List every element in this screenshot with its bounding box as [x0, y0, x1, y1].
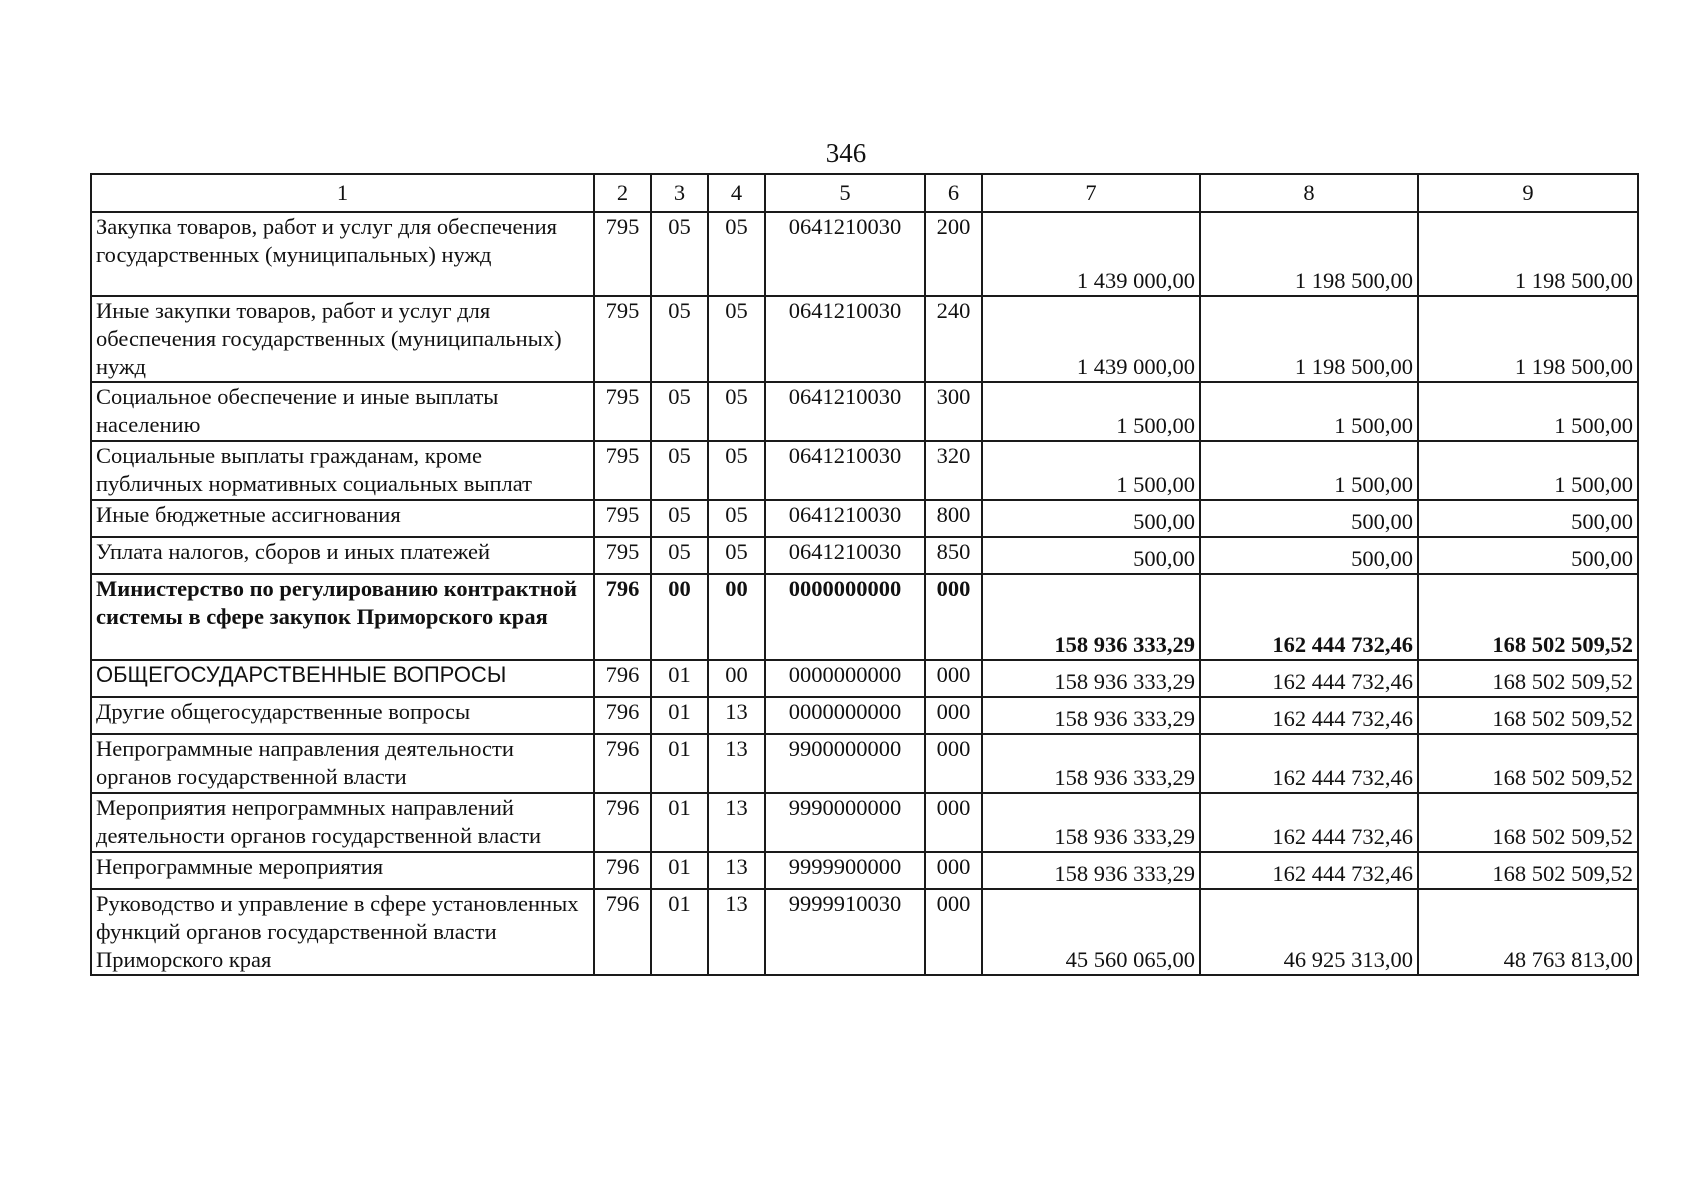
row-code-5: 0641210030 — [765, 500, 925, 537]
row-value-9: 1 500,00 — [1418, 382, 1638, 441]
row-code-6: 800 — [925, 500, 982, 537]
row-code-2: 796 — [594, 574, 651, 660]
row-value-8: 162 444 732,46 — [1200, 734, 1418, 793]
row-value-8: 500,00 — [1200, 537, 1418, 574]
header-col-2: 2 — [594, 174, 651, 212]
row-value-8: 1 500,00 — [1200, 382, 1418, 441]
table-row — [91, 296, 1638, 382]
row-code-3: 05 — [651, 537, 708, 574]
row-code-4: 05 — [708, 382, 765, 441]
row-name: Социальные выплаты гражданам, кроме публичных нормативных социальных выплат — [91, 441, 594, 500]
row-value-8: 1 500,00 — [1200, 441, 1418, 500]
row-code-6: 200 — [925, 212, 982, 296]
row-code-2: 796 — [594, 889, 651, 975]
row-name: Руководство и управление в сфере установленных функций органов государственной власти Приморского края — [91, 889, 594, 975]
table-row — [91, 793, 1638, 852]
row-code-5: 9999900000 — [765, 852, 925, 889]
row-code-6: 000 — [925, 574, 982, 660]
row-value-9: 500,00 — [1418, 500, 1638, 537]
header-col-6: 6 — [925, 174, 982, 212]
row-name: Мероприятия непрограммных направлений деятельности органов государственной власти — [91, 793, 594, 852]
row-code-3: 05 — [651, 441, 708, 500]
row-value-9: 168 502 509,52 — [1418, 793, 1638, 852]
row-code-4: 00 — [708, 574, 765, 660]
row-code-3: 00 — [651, 574, 708, 660]
row-code-3: 01 — [651, 734, 708, 793]
row-value-8: 162 444 732,46 — [1200, 852, 1418, 889]
row-name: Закупка товаров, работ и услуг для обеспечения государственных (муниципальных) нужд — [91, 212, 594, 296]
row-code-3: 05 — [651, 382, 708, 441]
header-col-4: 4 — [708, 174, 765, 212]
row-value-8: 162 444 732,46 — [1200, 697, 1418, 734]
row-value-9: 500,00 — [1418, 537, 1638, 574]
row-value-8: 162 444 732,46 — [1200, 574, 1418, 660]
row-code-5: 0000000000 — [765, 697, 925, 734]
table-row — [91, 697, 1638, 734]
row-value-8: 162 444 732,46 — [1200, 660, 1418, 697]
row-code-4: 05 — [708, 296, 765, 382]
row-value-9: 168 502 509,52 — [1418, 574, 1638, 660]
row-value-7: 158 936 333,29 — [982, 660, 1200, 697]
row-value-9: 1 198 500,00 — [1418, 212, 1638, 296]
row-code-6: 000 — [925, 793, 982, 852]
row-value-7: 1 439 000,00 — [982, 212, 1200, 296]
row-value-7: 1 500,00 — [982, 382, 1200, 441]
row-code-4: 05 — [708, 212, 765, 296]
row-code-4: 13 — [708, 697, 765, 734]
row-name: Министерство по регулированию контрактной системы в сфере закупок Приморского края — [91, 574, 594, 660]
table-row — [91, 441, 1638, 500]
row-code-3: 01 — [651, 852, 708, 889]
table-row — [91, 889, 1638, 975]
row-code-5: 0641210030 — [765, 537, 925, 574]
row-code-2: 795 — [594, 382, 651, 441]
table-row — [91, 537, 1638, 574]
row-code-3: 05 — [651, 296, 708, 382]
row-code-2: 796 — [594, 852, 651, 889]
row-code-2: 795 — [594, 212, 651, 296]
row-code-5: 0641210030 — [765, 212, 925, 296]
header-col-5: 5 — [765, 174, 925, 212]
row-value-7: 1 500,00 — [982, 441, 1200, 500]
row-code-2: 796 — [594, 697, 651, 734]
row-code-4: 05 — [708, 500, 765, 537]
row-code-4: 05 — [708, 537, 765, 574]
row-value-7: 45 560 065,00 — [982, 889, 1200, 975]
row-code-3: 01 — [651, 660, 708, 697]
row-value-7: 158 936 333,29 — [982, 793, 1200, 852]
table-row — [91, 734, 1638, 793]
row-name: Непрограммные направления деятельности органов государственной власти — [91, 734, 594, 793]
row-code-4: 13 — [708, 793, 765, 852]
row-value-9: 1 500,00 — [1418, 441, 1638, 500]
table-row-ministry-total — [91, 574, 1638, 660]
row-code-6: 300 — [925, 382, 982, 441]
row-code-4: 13 — [708, 889, 765, 975]
row-value-7: 1 439 000,00 — [982, 296, 1200, 382]
row-code-5: 9999910030 — [765, 889, 925, 975]
row-value-8: 162 444 732,46 — [1200, 793, 1418, 852]
row-code-3: 01 — [651, 697, 708, 734]
row-code-6: 000 — [925, 697, 982, 734]
row-code-5: 0641210030 — [765, 441, 925, 500]
row-code-6: 000 — [925, 660, 982, 697]
row-code-5: 0000000000 — [765, 660, 925, 697]
row-value-7: 158 936 333,29 — [982, 852, 1200, 889]
row-value-9: 168 502 509,52 — [1418, 697, 1638, 734]
row-code-2: 795 — [594, 441, 651, 500]
row-code-4: 05 — [708, 441, 765, 500]
row-name: Социальное обеспечение и иные выплаты населению — [91, 382, 594, 441]
row-code-6: 000 — [925, 734, 982, 793]
row-code-3: 01 — [651, 889, 708, 975]
row-name: Иные закупки товаров, работ и услуг для обеспечения государственных (муниципальных) нужд — [91, 296, 594, 382]
row-code-2: 796 — [594, 734, 651, 793]
row-value-7: 158 936 333,29 — [982, 697, 1200, 734]
table-row — [91, 212, 1638, 296]
row-name: ОБЩЕГОСУДАРСТВЕННЫЕ ВОПРОСЫ — [91, 660, 594, 697]
row-value-8: 500,00 — [1200, 500, 1418, 537]
row-value-8: 1 198 500,00 — [1200, 296, 1418, 382]
row-code-4: 13 — [708, 734, 765, 793]
row-value-8: 1 198 500,00 — [1200, 212, 1418, 296]
row-value-8: 46 925 313,00 — [1200, 889, 1418, 975]
row-value-9: 168 502 509,52 — [1418, 852, 1638, 889]
row-code-5: 0000000000 — [765, 574, 925, 660]
row-code-6: 000 — [925, 852, 982, 889]
row-name: Непрограммные мероприятия — [91, 852, 594, 889]
row-value-7: 500,00 — [982, 500, 1200, 537]
row-code-6: 240 — [925, 296, 982, 382]
row-code-6: 850 — [925, 537, 982, 574]
row-code-2: 796 — [594, 660, 651, 697]
row-name: Другие общегосударственные вопросы — [91, 697, 594, 734]
row-code-3: 05 — [651, 212, 708, 296]
row-code-2: 795 — [594, 296, 651, 382]
row-code-5: 0641210030 — [765, 296, 925, 382]
row-value-7: 500,00 — [982, 537, 1200, 574]
row-code-5: 9990000000 — [765, 793, 925, 852]
budget-table — [90, 173, 1639, 976]
row-code-4: 00 — [708, 660, 765, 697]
row-code-2: 796 — [594, 793, 651, 852]
row-name: Иные бюджетные ассигнования — [91, 500, 594, 537]
table-row — [91, 382, 1638, 441]
row-value-9: 168 502 509,52 — [1418, 660, 1638, 697]
table-row — [91, 852, 1638, 889]
row-code-6: 320 — [925, 441, 982, 500]
row-value-7: 158 936 333,29 — [982, 734, 1200, 793]
header-col-7: 7 — [982, 174, 1200, 212]
row-value-9: 48 763 813,00 — [1418, 889, 1638, 975]
row-code-4: 13 — [708, 852, 765, 889]
row-code-2: 795 — [594, 500, 651, 537]
page-number: 346 — [825, 138, 867, 168]
row-code-3: 05 — [651, 500, 708, 537]
table-row — [91, 500, 1638, 537]
header-row — [91, 174, 1638, 212]
header-col-9: 9 — [1418, 174, 1638, 212]
row-code-5: 0641210030 — [765, 382, 925, 441]
table-row — [91, 660, 1638, 697]
row-code-2: 795 — [594, 537, 651, 574]
row-value-9: 168 502 509,52 — [1418, 734, 1638, 793]
row-value-7: 158 936 333,29 — [982, 574, 1200, 660]
row-value-9: 1 198 500,00 — [1418, 296, 1638, 382]
row-code-6: 000 — [925, 889, 982, 975]
header-col-1: 1 — [91, 174, 594, 212]
header-col-3: 3 — [651, 174, 708, 212]
row-code-5: 9900000000 — [765, 734, 925, 793]
row-code-3: 01 — [651, 793, 708, 852]
header-col-8: 8 — [1200, 174, 1418, 212]
row-name: Уплата налогов, сборов и иных платежей — [91, 537, 594, 574]
